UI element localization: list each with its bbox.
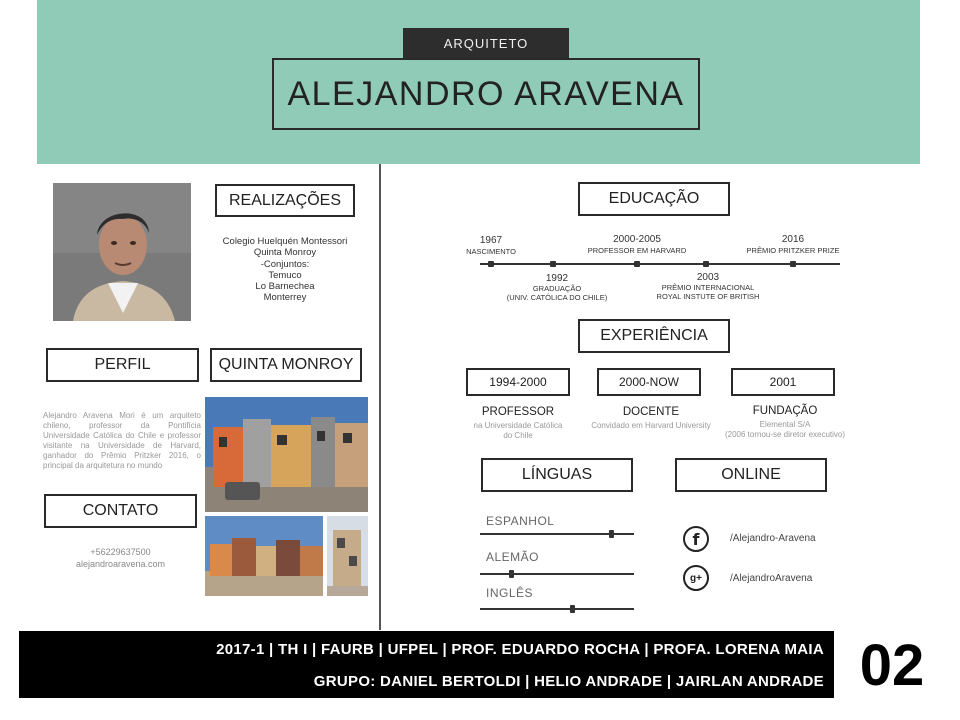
experience-period: 2001 <box>731 368 835 396</box>
language-name: ESPANHOL <box>486 514 555 528</box>
realizacoes-heading: REALIZAÇÕES <box>215 184 355 217</box>
experience-item: FUNDAÇÃO Elemental S/A (2006 tornou-se diretor executivo) <box>724 405 846 439</box>
experience-item: DOCENTE Convidado em Harvard University <box>591 406 711 430</box>
contact-info <box>44 546 197 570</box>
language-name: INGLÊS <box>486 586 534 600</box>
timeline-dot <box>550 261 556 267</box>
contact-phone: +56229637500 <box>90 547 151 557</box>
contato-heading: CONTATO <box>44 494 197 528</box>
timeline-dot <box>790 261 796 267</box>
perfil-heading: PERFIL <box>46 348 199 382</box>
footer-bar <box>19 631 834 698</box>
facebook-handle[interactable]: /Alejandro-Aravena <box>730 533 816 544</box>
education-timeline <box>480 263 840 265</box>
portrait-photo <box>53 183 191 321</box>
online-heading: ONLINE <box>675 458 827 492</box>
timeline-event: 2016 PRÊMIO PRITZKER PRIZE <box>746 234 840 255</box>
contact-website: alejandroaravena.com <box>75 559 166 569</box>
quinta-monroy-photo <box>205 397 368 512</box>
timeline-event: 1992 GRADUAÇÃO (UNIV. CATÓLICA DO CHILE) <box>506 273 608 302</box>
timeline-dot <box>634 261 640 267</box>
timeline-event: 1967 NASCIMENTO <box>466 235 516 256</box>
experience-period: 2000-NOW <box>597 368 701 396</box>
language-level-knob <box>509 570 514 578</box>
list-item: Lo Barnechea <box>255 281 315 293</box>
experience-period: 1994-2000 <box>466 368 570 396</box>
list-item: -Conjuntos: <box>260 258 310 270</box>
realizacoes-list <box>205 236 365 304</box>
timeline-dot <box>703 261 709 267</box>
language-level-bar <box>480 573 634 575</box>
experiencia-heading: EXPERIÊNCIA <box>578 319 730 353</box>
language-name: ALEMÃO <box>486 550 540 564</box>
timeline-dot <box>488 261 494 267</box>
experience-item: PROFESSOR na Universidade Católica do Chile <box>473 406 563 440</box>
google-plus-icon[interactable]: g+ <box>683 565 709 591</box>
timeline-event: 2003 PRÊMIO INTERNACIONAL ROYAL INSTUTE OF BRITISH <box>656 272 760 301</box>
perfil-text: Alejandro Aravena Mori é um arquiteto chileno, professor da Pontifícia Universidade Católica do Chile e professor visitante na Universidade de Harvard, ganhador do Prêmio Pritzker 2016, o principal da arquitetura no mundo <box>43 411 201 470</box>
linguas-heading: LÍNGUAS <box>481 458 633 492</box>
list-item: Colegio Huelquén Montessori <box>222 236 348 247</box>
language-level-knob <box>609 530 614 538</box>
facebook-icon[interactable]: f <box>683 526 709 552</box>
list-item: Monterrey <box>263 292 307 304</box>
timeline-event: 2000-2005 PROFESSOR EM HARVARD <box>587 234 687 255</box>
quinta-monroy-photo-3 <box>327 516 368 596</box>
quinta-monroy-photo-2 <box>205 516 323 596</box>
language-level-knob <box>570 605 575 613</box>
page-title: ALEJANDRO ARAVENA <box>272 58 700 130</box>
footer-group-line: GRUPO: DANIEL BERTOLDI | HELIO ANDRADE | JAIRLAN ANDRADE <box>313 673 824 690</box>
column-divider <box>379 164 381 630</box>
footer-course-line: 2017-1 | TH I | FAURB | UFPEL | PROF. EDUARDO ROCHA | PROFA. LORENA MAIA <box>216 641 824 658</box>
language-level-bar <box>480 608 634 610</box>
profession-label: ARQUITETO <box>403 28 569 58</box>
quinta-monroy-heading: QUINTA MONROY <box>210 348 362 382</box>
educacao-heading: EDUCAÇÃO <box>578 182 730 216</box>
list-item: Temuco <box>268 269 302 281</box>
google-plus-handle[interactable]: /AlejandroAravena <box>730 573 813 584</box>
list-item: Quinta Monroy <box>253 247 317 259</box>
page-number: 02 <box>859 632 925 698</box>
